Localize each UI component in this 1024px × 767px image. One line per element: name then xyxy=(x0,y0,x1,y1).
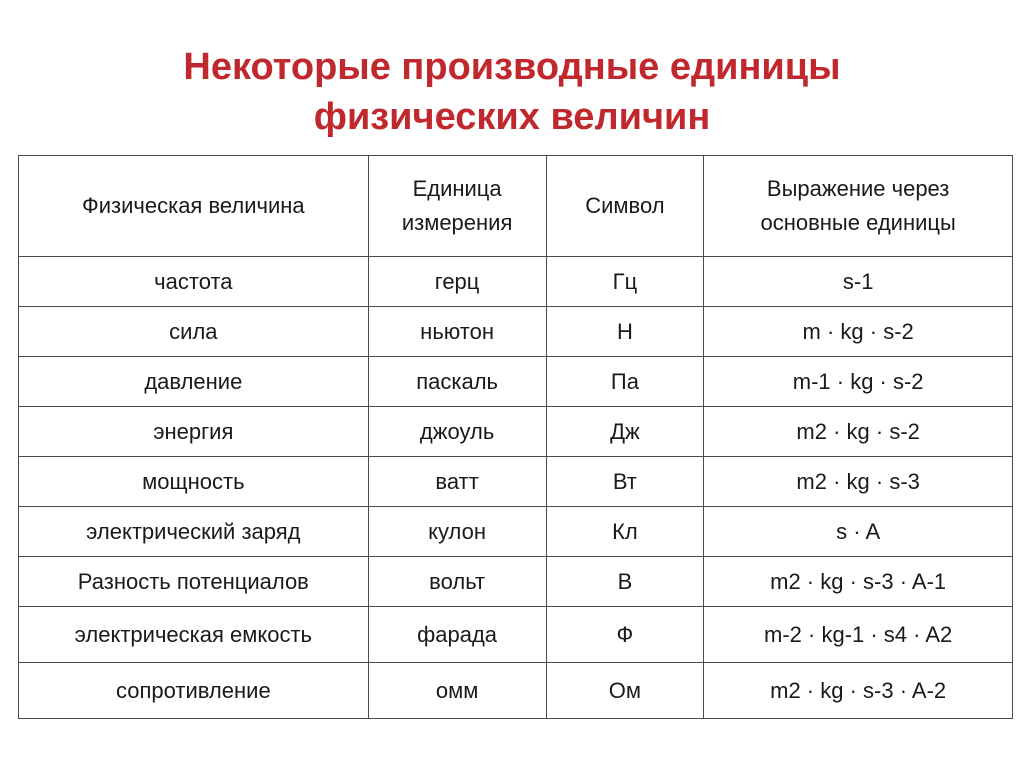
cell-expression: m2 · kg · s-3 · A-1 xyxy=(704,557,1013,607)
cell-quantity: Разность потенциалов xyxy=(19,557,369,607)
header-expression-line-1: Выражение через xyxy=(766,176,950,201)
cell-expression: m2 · kg · s-3 xyxy=(704,457,1013,507)
cell-quantity: сила xyxy=(19,307,369,357)
cell-symbol: Вт xyxy=(546,457,704,507)
cell-expression: m-1 · kg · s-2 xyxy=(704,357,1013,407)
cell-symbol: Па xyxy=(546,357,704,407)
cell-quantity: частота xyxy=(19,257,369,307)
cell-symbol: Дж xyxy=(546,407,704,457)
cell-unit: джоуль xyxy=(368,407,546,457)
cell-unit: ватт xyxy=(368,457,546,507)
page-title-line-2: физических величин xyxy=(313,96,711,138)
table-row xyxy=(19,457,1013,507)
cell-symbol: Н xyxy=(546,307,704,357)
cell-quantity: сопротивление xyxy=(19,663,369,719)
table-row xyxy=(19,663,1013,719)
cell-expression: m · kg · s-2 xyxy=(704,307,1013,357)
cell-unit: омм xyxy=(368,663,546,719)
cell-unit: фарада xyxy=(368,607,546,663)
cell-symbol: Ом xyxy=(546,663,704,719)
cell-quantity: электрическая емкость xyxy=(19,607,369,663)
table-row xyxy=(19,557,1013,607)
cell-symbol: Ф xyxy=(546,607,704,663)
cell-unit: ньютон xyxy=(368,307,546,357)
header-quantity: Физическая величина xyxy=(19,156,369,257)
page-title xyxy=(0,42,1024,142)
cell-quantity: электрический заряд xyxy=(19,507,369,557)
cell-expression: m-2 · kg-1 · s4 · A2 xyxy=(704,607,1013,663)
page-title-line-1: Некоторые производные единицы xyxy=(183,46,841,88)
table-row xyxy=(19,407,1013,457)
header-symbol: Символ xyxy=(546,156,704,257)
cell-quantity: энергия xyxy=(19,407,369,457)
header-expression xyxy=(704,156,1013,257)
table-row xyxy=(19,307,1013,357)
cell-quantity: давление xyxy=(19,357,369,407)
derived-units-table xyxy=(18,155,1013,719)
cell-symbol: В xyxy=(546,557,704,607)
cell-symbol: Гц xyxy=(546,257,704,307)
cell-expression: s-1 xyxy=(704,257,1013,307)
cell-symbol: Кл xyxy=(546,507,704,557)
cell-unit: вольт xyxy=(368,557,546,607)
table-row xyxy=(19,507,1013,557)
cell-expression: s · A xyxy=(704,507,1013,557)
table-row xyxy=(19,607,1013,663)
header-expression-line-2: основные единицы xyxy=(760,210,956,235)
header-unit-line-1: Единица xyxy=(412,176,502,201)
cell-expression: m2 · kg · s-2 xyxy=(704,407,1013,457)
cell-unit: кулон xyxy=(368,507,546,557)
cell-quantity: мощность xyxy=(19,457,369,507)
table-header-row xyxy=(19,156,1013,257)
header-unit xyxy=(368,156,546,257)
table-row xyxy=(19,357,1013,407)
cell-unit: герц xyxy=(368,257,546,307)
header-unit-line-2: измерения xyxy=(401,210,513,235)
table-row xyxy=(19,257,1013,307)
cell-unit: паскаль xyxy=(368,357,546,407)
cell-expression: m2 · kg · s-3 · A-2 xyxy=(704,663,1013,719)
